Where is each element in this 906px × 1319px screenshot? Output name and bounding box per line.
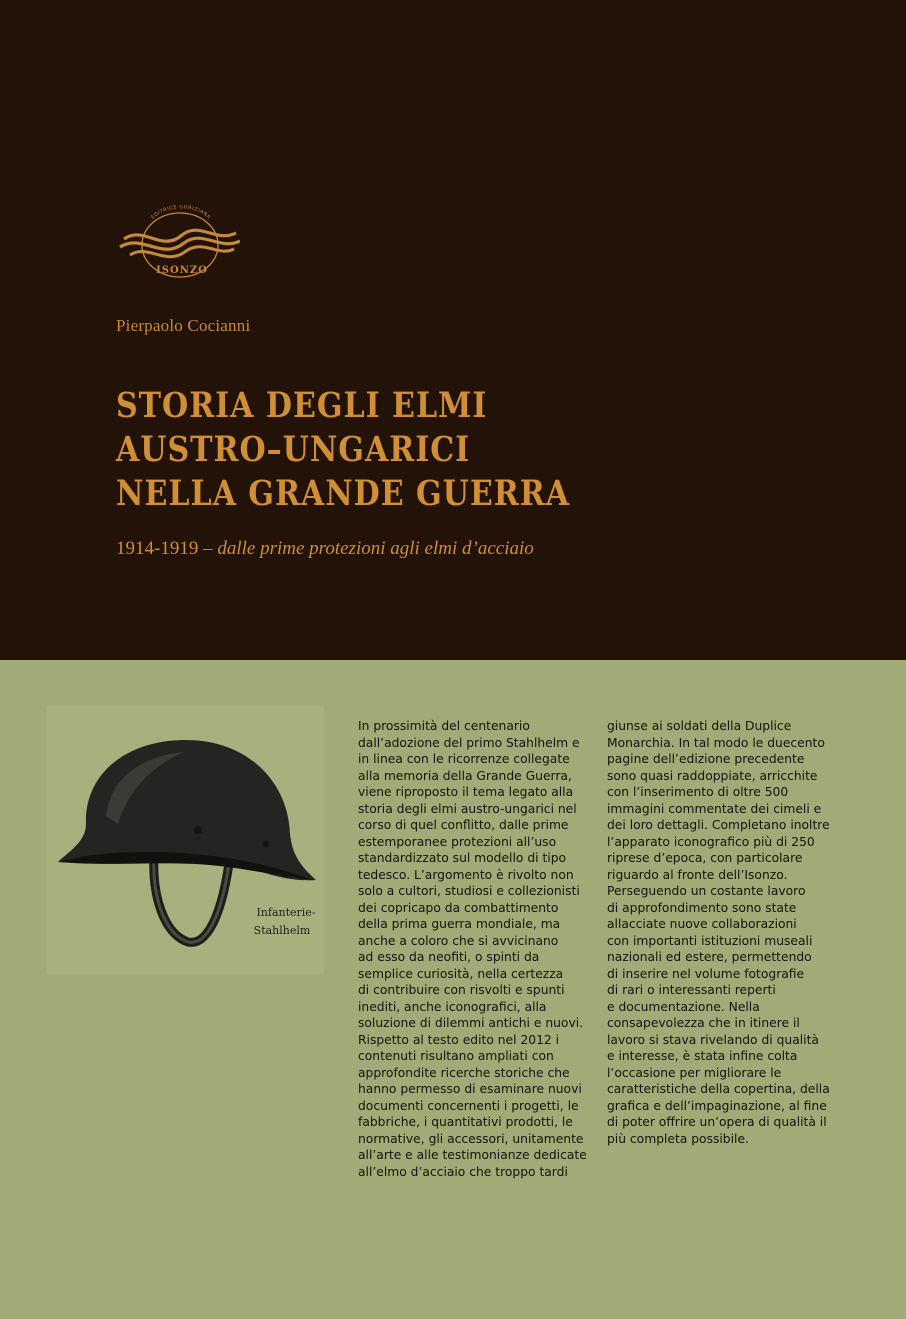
blurb-line: corso di quel conflitto, dalle prime bbox=[358, 818, 569, 832]
blurb-line: nazionali ed estere, permettendo bbox=[607, 950, 812, 964]
logo-text: ISONZO bbox=[156, 265, 208, 276]
photo-caption-line-2: Stahlhelm bbox=[253, 924, 311, 937]
blurb-line: dall’adozione del primo Stahlhelm e bbox=[358, 735, 580, 750]
blurb-line: solo a cultori, studiosi e collezionisti bbox=[358, 884, 580, 898]
blurb-line: di contribuire con risvolti e spunti bbox=[358, 983, 565, 997]
blurb-line: estemporanee protezioni all’uso bbox=[358, 834, 557, 849]
blurb-line: In prossimità del centenario bbox=[358, 719, 530, 733]
blurb-line: alla memoria della Grande Guerra, bbox=[358, 768, 572, 783]
subtitle-years: 1914-1919 – bbox=[116, 538, 213, 559]
blurb-line: all’elmo d’acciaio che troppo tardi bbox=[358, 1164, 568, 1179]
blurb-line: all’arte e alle testimonianze dedicate bbox=[358, 1148, 587, 1162]
author-name: Pierpaolo Cocianni bbox=[116, 316, 251, 335]
logo-arc-text: EDITRICE GORIZIANA bbox=[150, 205, 212, 221]
blurb-line: allacciate nuove collaborazioni bbox=[607, 917, 797, 931]
blurb-line: più completa possibile. bbox=[607, 1131, 749, 1146]
blurb-line: in linea con le ricorrenze collegate bbox=[358, 752, 570, 766]
blurb-line: della prima guerra mondiale, ma bbox=[358, 917, 561, 931]
blurb-line: giunse ai soldati della Duplice bbox=[607, 719, 792, 733]
blurb-line: lavoro si stava rivelando di qualità bbox=[607, 1032, 819, 1047]
blurb-line: e documentazione. Nella bbox=[607, 999, 760, 1014]
blurb-line: anche a coloro che si avvicinano bbox=[358, 933, 559, 948]
blurb-line: dei copricapo da combattimento bbox=[358, 900, 559, 915]
blurb-line: Rispetto al testo edito nel 2012 i bbox=[358, 1032, 560, 1047]
blurb-line: semplice curiosità, nella certezza bbox=[358, 966, 564, 981]
blurb-line: di poter offrire un’opera di qualità il bbox=[607, 1115, 827, 1129]
blurb-line: approfondite ricerche storiche che bbox=[358, 1065, 570, 1080]
photo-caption-line-1: Infanterie- bbox=[256, 906, 316, 919]
blurb-line: caratteristiche della copertina, della bbox=[607, 1082, 830, 1096]
blurb-line: l’occasione per migliorare le bbox=[607, 1065, 782, 1080]
blurb-line: grafica e dell’impaginazione, al fine bbox=[607, 1098, 827, 1113]
blurb-line: dei loro dettagli. Completano inoltre bbox=[607, 818, 830, 832]
blurb-line: viene riproposto il tema legato alla bbox=[358, 785, 574, 799]
blurb-line: soluzione di dilemmi antichi e nuovi. bbox=[358, 1016, 584, 1030]
blurb-line: di inserire nel volume fotografie bbox=[607, 966, 805, 981]
blurb-line: riprese d’epoca, con particolare bbox=[607, 851, 803, 865]
blurb-line: riguardo al fronte dell’Isonzo. bbox=[607, 867, 788, 882]
blurb-line: Monarchia. In tal modo le duecento bbox=[607, 735, 825, 750]
blurb-line: l’apparato iconografico più di 250 bbox=[607, 834, 815, 849]
blurb-line: di rari o interessanti reperti bbox=[607, 983, 776, 997]
blurb-line: Perseguendo un costante lavoro bbox=[607, 884, 806, 898]
blurb-line: fabbriche, i quantitativi prodotti, le bbox=[358, 1115, 573, 1129]
blurb-column-2 bbox=[607, 718, 847, 1147]
book-title bbox=[116, 384, 570, 516]
blurb-line: inediti, anche iconografici, alla bbox=[358, 999, 547, 1014]
blurb-line: immagini commentate dei cimeli e bbox=[607, 801, 822, 816]
blurb-line: tedesco. L’argomento è rivolto non bbox=[358, 867, 574, 882]
book-subtitle bbox=[116, 538, 534, 560]
title-line-1: STORIA DEGLI ELMI bbox=[116, 385, 488, 426]
blurb-line: di approfondimento sono state bbox=[607, 900, 797, 915]
blurb-line: hanno permesso di esaminare nuovi bbox=[358, 1082, 582, 1096]
blurb-line: sono quasi raddoppiate, arricchite bbox=[607, 768, 818, 783]
blurb-line: pagine dell’edizione precedente bbox=[607, 752, 805, 766]
blurb-line: e interesse, è stata infine colta bbox=[607, 1049, 798, 1063]
title-line-3: NELLA GRANDE GUERRA bbox=[116, 473, 570, 514]
publisher-wave-logo-icon bbox=[116, 205, 240, 285]
blurb-line: ad esso da neofiti, o spinti da bbox=[358, 950, 540, 964]
title-line-2: AUSTRO–UNGARICI bbox=[116, 429, 471, 470]
subtitle-italic: dalle prime protezioni agli elmi d’acciaio bbox=[217, 538, 534, 559]
blurb-line: normative, gli accessori, unitamente bbox=[358, 1131, 584, 1146]
stahlhelm-helmet-icon bbox=[46, 706, 324, 974]
blurb-line: standardizzato sul modello di tipo bbox=[358, 851, 567, 865]
blurb-column-1 bbox=[358, 718, 598, 1180]
blurb-line: con importanti istituzioni museali bbox=[607, 933, 813, 948]
blurb-line: documenti concernenti i progetti, le bbox=[358, 1098, 579, 1113]
blurb-line: contenuti risultano ampliati con bbox=[358, 1049, 554, 1063]
blurb-line: storia degli elmi austro-ungarici nel bbox=[358, 801, 577, 816]
blurb-line: consapevolezza che in itinere il bbox=[607, 1016, 800, 1030]
blurb-line: con l’inserimento di oltre 500 bbox=[607, 785, 789, 799]
